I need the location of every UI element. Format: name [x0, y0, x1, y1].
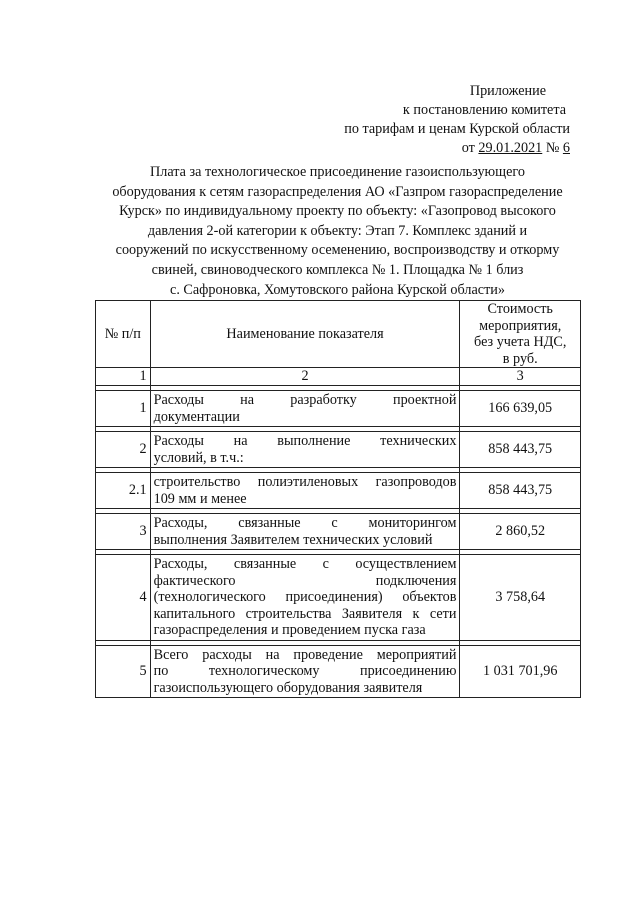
- row-description: [150, 645, 460, 698]
- row-description-line: фактического подключения: [153, 572, 457, 589]
- row-cost: 3 758,64: [460, 555, 581, 641]
- table-row: [96, 514, 581, 550]
- column-number: 1: [96, 368, 151, 386]
- row-description-line: Расходы, связанные с осуществлением: [153, 556, 457, 572]
- row-description-line: Всего расходы на проведение мероприятий: [153, 646, 457, 663]
- row-number: 5: [96, 645, 151, 698]
- row-description-line: Расходы на разработку проектной: [153, 392, 457, 408]
- row-description: [150, 432, 460, 468]
- row-description-line: по технологическому присоединению: [153, 663, 457, 679]
- row-description-line: газоиспользующего оборудования заявителя: [153, 679, 423, 696]
- column-numbering-row: [96, 368, 581, 386]
- row-number: 1: [96, 391, 151, 427]
- heading-line: Курск» по индивидуальному проекту по объекту: «Газопровод высокого: [119, 203, 556, 220]
- table-row: [96, 555, 581, 641]
- header-cost-line: мероприятия,: [479, 317, 562, 334]
- appendix-block: [344, 82, 570, 158]
- row-description: [150, 514, 460, 550]
- table-row: [96, 645, 581, 698]
- header-cost-line: без учета НДС,: [474, 334, 567, 350]
- row-description-line: Расходы на выполнение технических: [153, 433, 457, 449]
- row-description: [150, 555, 460, 641]
- table-row: [96, 473, 581, 509]
- row-description-line: 109 мм и менее: [153, 490, 247, 507]
- appendix-resolution-line: к постановлению комитета: [402, 102, 566, 118]
- row-description-line: (технологического присоединения) объектов: [153, 589, 457, 605]
- row-cost: 858 443,75: [460, 473, 581, 509]
- row-number: 4: [96, 555, 151, 641]
- row-cost: 2 860,52: [460, 514, 581, 550]
- table-row: [96, 432, 581, 468]
- header-name: Наименование показателя: [150, 301, 460, 368]
- row-description-line: документации: [153, 408, 240, 425]
- row-description-line: газораспределения и проведением пуска газа: [153, 622, 426, 638]
- date-prefix: от: [461, 140, 479, 156]
- row-description: [150, 391, 460, 427]
- row-number: 3: [96, 514, 151, 550]
- resolution-date: 29.01.2021: [478, 140, 543, 156]
- resolution-number: 6: [562, 140, 570, 156]
- document-heading: [90, 163, 585, 300]
- header-cost: [460, 301, 581, 368]
- heading-line: оборудования к сетям газораспределения АО «Газпром газораспределение: [112, 183, 563, 200]
- table-header-row: [96, 301, 581, 368]
- row-description-line: Расходы, связанные с мониторингом: [153, 515, 457, 531]
- row-cost: 858 443,75: [460, 432, 581, 468]
- column-number: 2: [150, 368, 460, 386]
- number-prefix: №: [542, 140, 563, 156]
- appendix-title: Приложение: [469, 83, 546, 99]
- appendix-date-line: [344, 139, 570, 158]
- row-number: 2: [96, 432, 151, 468]
- heading-line: давления 2-ой категории к объекту: Этап 7. Комплекс зданий и: [147, 222, 528, 239]
- row-number: 2.1: [96, 473, 151, 509]
- heading-line: сооружений по искусственному осеменению, воспроизводству и откорму: [115, 242, 560, 259]
- row-description-line: условий, в т.ч.:: [153, 449, 244, 466]
- row-description-line: строительство полиэтиленовых газопроводов: [153, 474, 457, 490]
- heading-line: с. Сафроновка, Хомутовского района Курской области»: [170, 281, 505, 298]
- row-cost: 166 639,05: [460, 391, 581, 427]
- heading-line: свиней, свиноводческого комплекса № 1. Площадка № 1 близ: [151, 261, 524, 278]
- row-description: [150, 473, 460, 509]
- row-description-line: капитального строительства Заявителя к сети: [153, 605, 457, 622]
- header-cost-line: в руб.: [502, 350, 538, 367]
- table-row: [96, 391, 581, 427]
- header-cost-line: Стоимость: [487, 301, 553, 317]
- heading-line: Плата за технологическое присоединение газоиспользующего: [150, 164, 525, 180]
- row-description-line: выполнения Заявителем технических условий: [153, 531, 433, 548]
- fee-table: [95, 300, 581, 698]
- header-number: № п/п: [96, 301, 151, 368]
- appendix-committee-line: по тарифам и ценам Курской области: [344, 121, 570, 137]
- row-cost: 1 031 701,96: [460, 645, 581, 698]
- column-number: 3: [460, 368, 581, 386]
